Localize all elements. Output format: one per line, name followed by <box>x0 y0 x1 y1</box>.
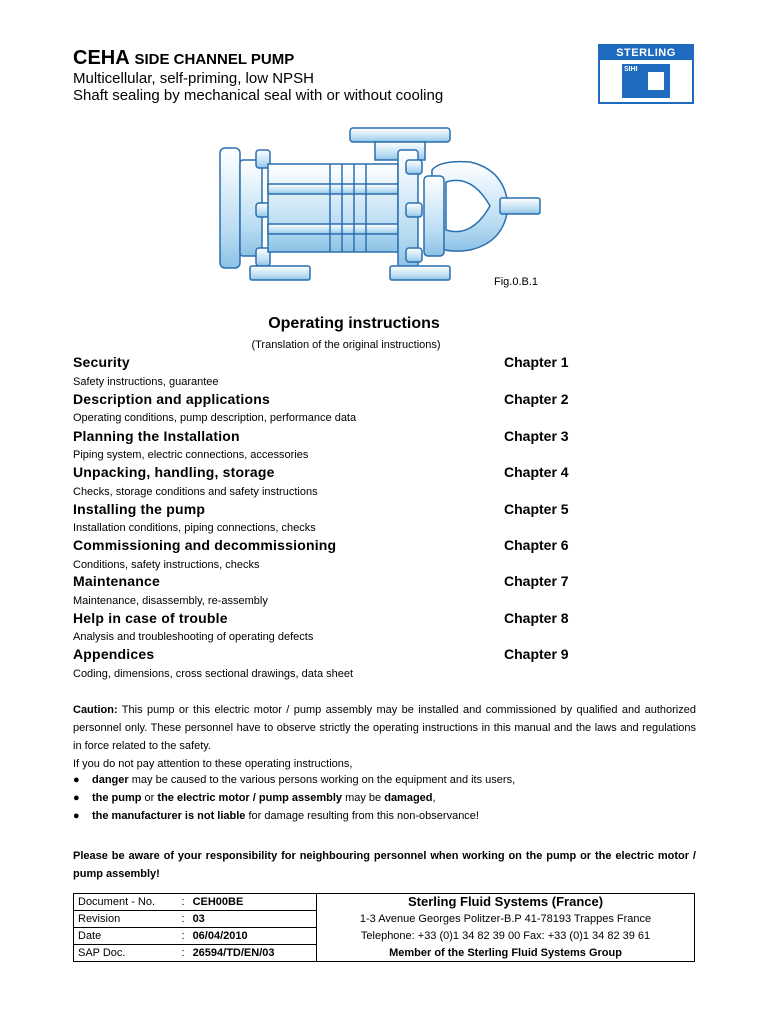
chapter-title: Planning the Installation <box>73 428 240 444</box>
caution-bullet: ● the manufacturer is not liable for damage resulting from this non-observance! <box>73 810 479 822</box>
title-rest: SIDE CHANNEL PUMP <box>134 51 295 68</box>
sterling-logo <box>598 44 694 104</box>
company-phone: Telephone: +33 (0)1 34 82 39 00 Fax: +33 (0)1 34 82 39 61 <box>317 928 695 945</box>
caution-intro: If you do not pay attention to these operating instructions, <box>73 758 353 770</box>
chapter-number: Chapter 5 <box>504 501 569 517</box>
chapter-number: Chapter 4 <box>504 464 569 480</box>
doc-sep: : <box>178 945 189 962</box>
table-row <box>74 911 695 928</box>
chapter-number: Chapter 2 <box>504 391 569 407</box>
doc-label: SAP Doc. <box>74 945 178 962</box>
caution-paragraph <box>73 701 696 773</box>
doc-value: 26594/TD/EN/03 <box>189 945 317 962</box>
title-main: CEHA <box>73 47 129 69</box>
chapter-number: Chapter 3 <box>504 428 569 444</box>
chapter-description: Checks, storage conditions and safety instructions <box>73 486 318 498</box>
doc-label: Date <box>74 928 178 945</box>
operating-instructions-title: Operating instructions <box>268 315 440 332</box>
chapter-description: Safety instructions, guarantee <box>73 376 219 388</box>
doc-label: Document - No. <box>74 894 178 911</box>
doc-value: 06/04/2010 <box>189 928 317 945</box>
chapter-title: Maintenance <box>73 573 160 589</box>
bullet-icon: ● <box>73 810 80 822</box>
chapter-title: Unpacking, handling, storage <box>73 464 275 480</box>
chapter-title: Help in case of trouble <box>73 610 228 626</box>
translation-note: (Translation of the original instructions) <box>251 339 441 351</box>
caution-bullet: ● the pump or the electric motor / pump assembly may be damaged, <box>73 792 436 804</box>
logo-inner-text: SIHI <box>624 66 638 73</box>
logo-top-text: STERLING <box>600 46 692 60</box>
chapter-description: Conditions, safety instructions, checks <box>73 559 260 571</box>
chapter-title: Installing the pump <box>73 501 206 517</box>
chapter-description: Operating conditions, pump description, performance data <box>73 412 357 424</box>
document-title <box>73 46 294 72</box>
doc-value: 03 <box>189 911 317 928</box>
doc-sep: : <box>178 894 189 911</box>
chapter-description: Analysis and troubleshooting of operating defects <box>73 631 314 643</box>
doc-label: Revision <box>74 911 178 928</box>
bullet-icon: ● <box>73 774 80 786</box>
chapter-description: Maintenance, disassembly, re-assembly <box>73 595 268 607</box>
doc-value: CEH00BE <box>189 894 317 911</box>
chapter-description: Coding, dimensions, cross sectional drawings, data sheet <box>73 668 354 680</box>
subtitle-2: Shaft sealing by mechanical seal with or without cooling <box>73 87 444 104</box>
company-address: 1-3 Avenue Georges Politzer-B.P 41-78193 Trappes France <box>317 911 695 928</box>
chapter-number: Chapter 1 <box>504 354 569 370</box>
chapter-description: Piping system, electric connections, accessories <box>73 449 309 461</box>
company-name: Sterling Fluid Systems (France) <box>317 894 695 911</box>
caution-text: This pump or this electric motor / pump assembly may be installed and commissioned by qualified and authorized personnel only. These personnel have to observe strictly the operating instructions in this manual and the laws and regulations in force related to the safety. <box>73 704 696 752</box>
chapter-number: Chapter 7 <box>504 573 569 589</box>
company-member: Member of the Sterling Fluid Systems Group <box>317 945 695 962</box>
table-row <box>74 894 695 911</box>
logo-mark <box>622 64 670 98</box>
document-info-table <box>73 893 695 962</box>
chapter-number: Chapter 9 <box>504 646 569 662</box>
chapter-description: Installation conditions, piping connections, checks <box>73 522 316 534</box>
doc-sep: : <box>178 928 189 945</box>
bullet-icon: ● <box>73 792 80 804</box>
caution-bullet: ● danger may be caused to the various persons working on the equipment and its users, <box>73 774 516 786</box>
chapter-title: Appendices <box>73 646 155 662</box>
chapter-number: Chapter 8 <box>504 610 569 626</box>
pump-illustration <box>210 120 550 295</box>
table-row <box>74 928 695 945</box>
chapter-title: Security <box>73 354 130 370</box>
caution-label: Caution: <box>73 704 118 716</box>
chapter-number: Chapter 6 <box>504 537 569 553</box>
figure-caption: Fig.0.B.1 <box>494 276 539 288</box>
chapter-title: Commissioning and decommissioning <box>73 537 337 553</box>
doc-sep: : <box>178 911 189 928</box>
chapter-title: Description and applications <box>73 391 270 407</box>
table-row <box>74 945 695 962</box>
responsibility-note: Please be aware of your responsibility for neighbouring personnel when working on the pump or the electric motor / pump assembly! <box>73 850 696 880</box>
subtitle-1: Multicellular, self-priming, low NPSH <box>73 70 314 87</box>
